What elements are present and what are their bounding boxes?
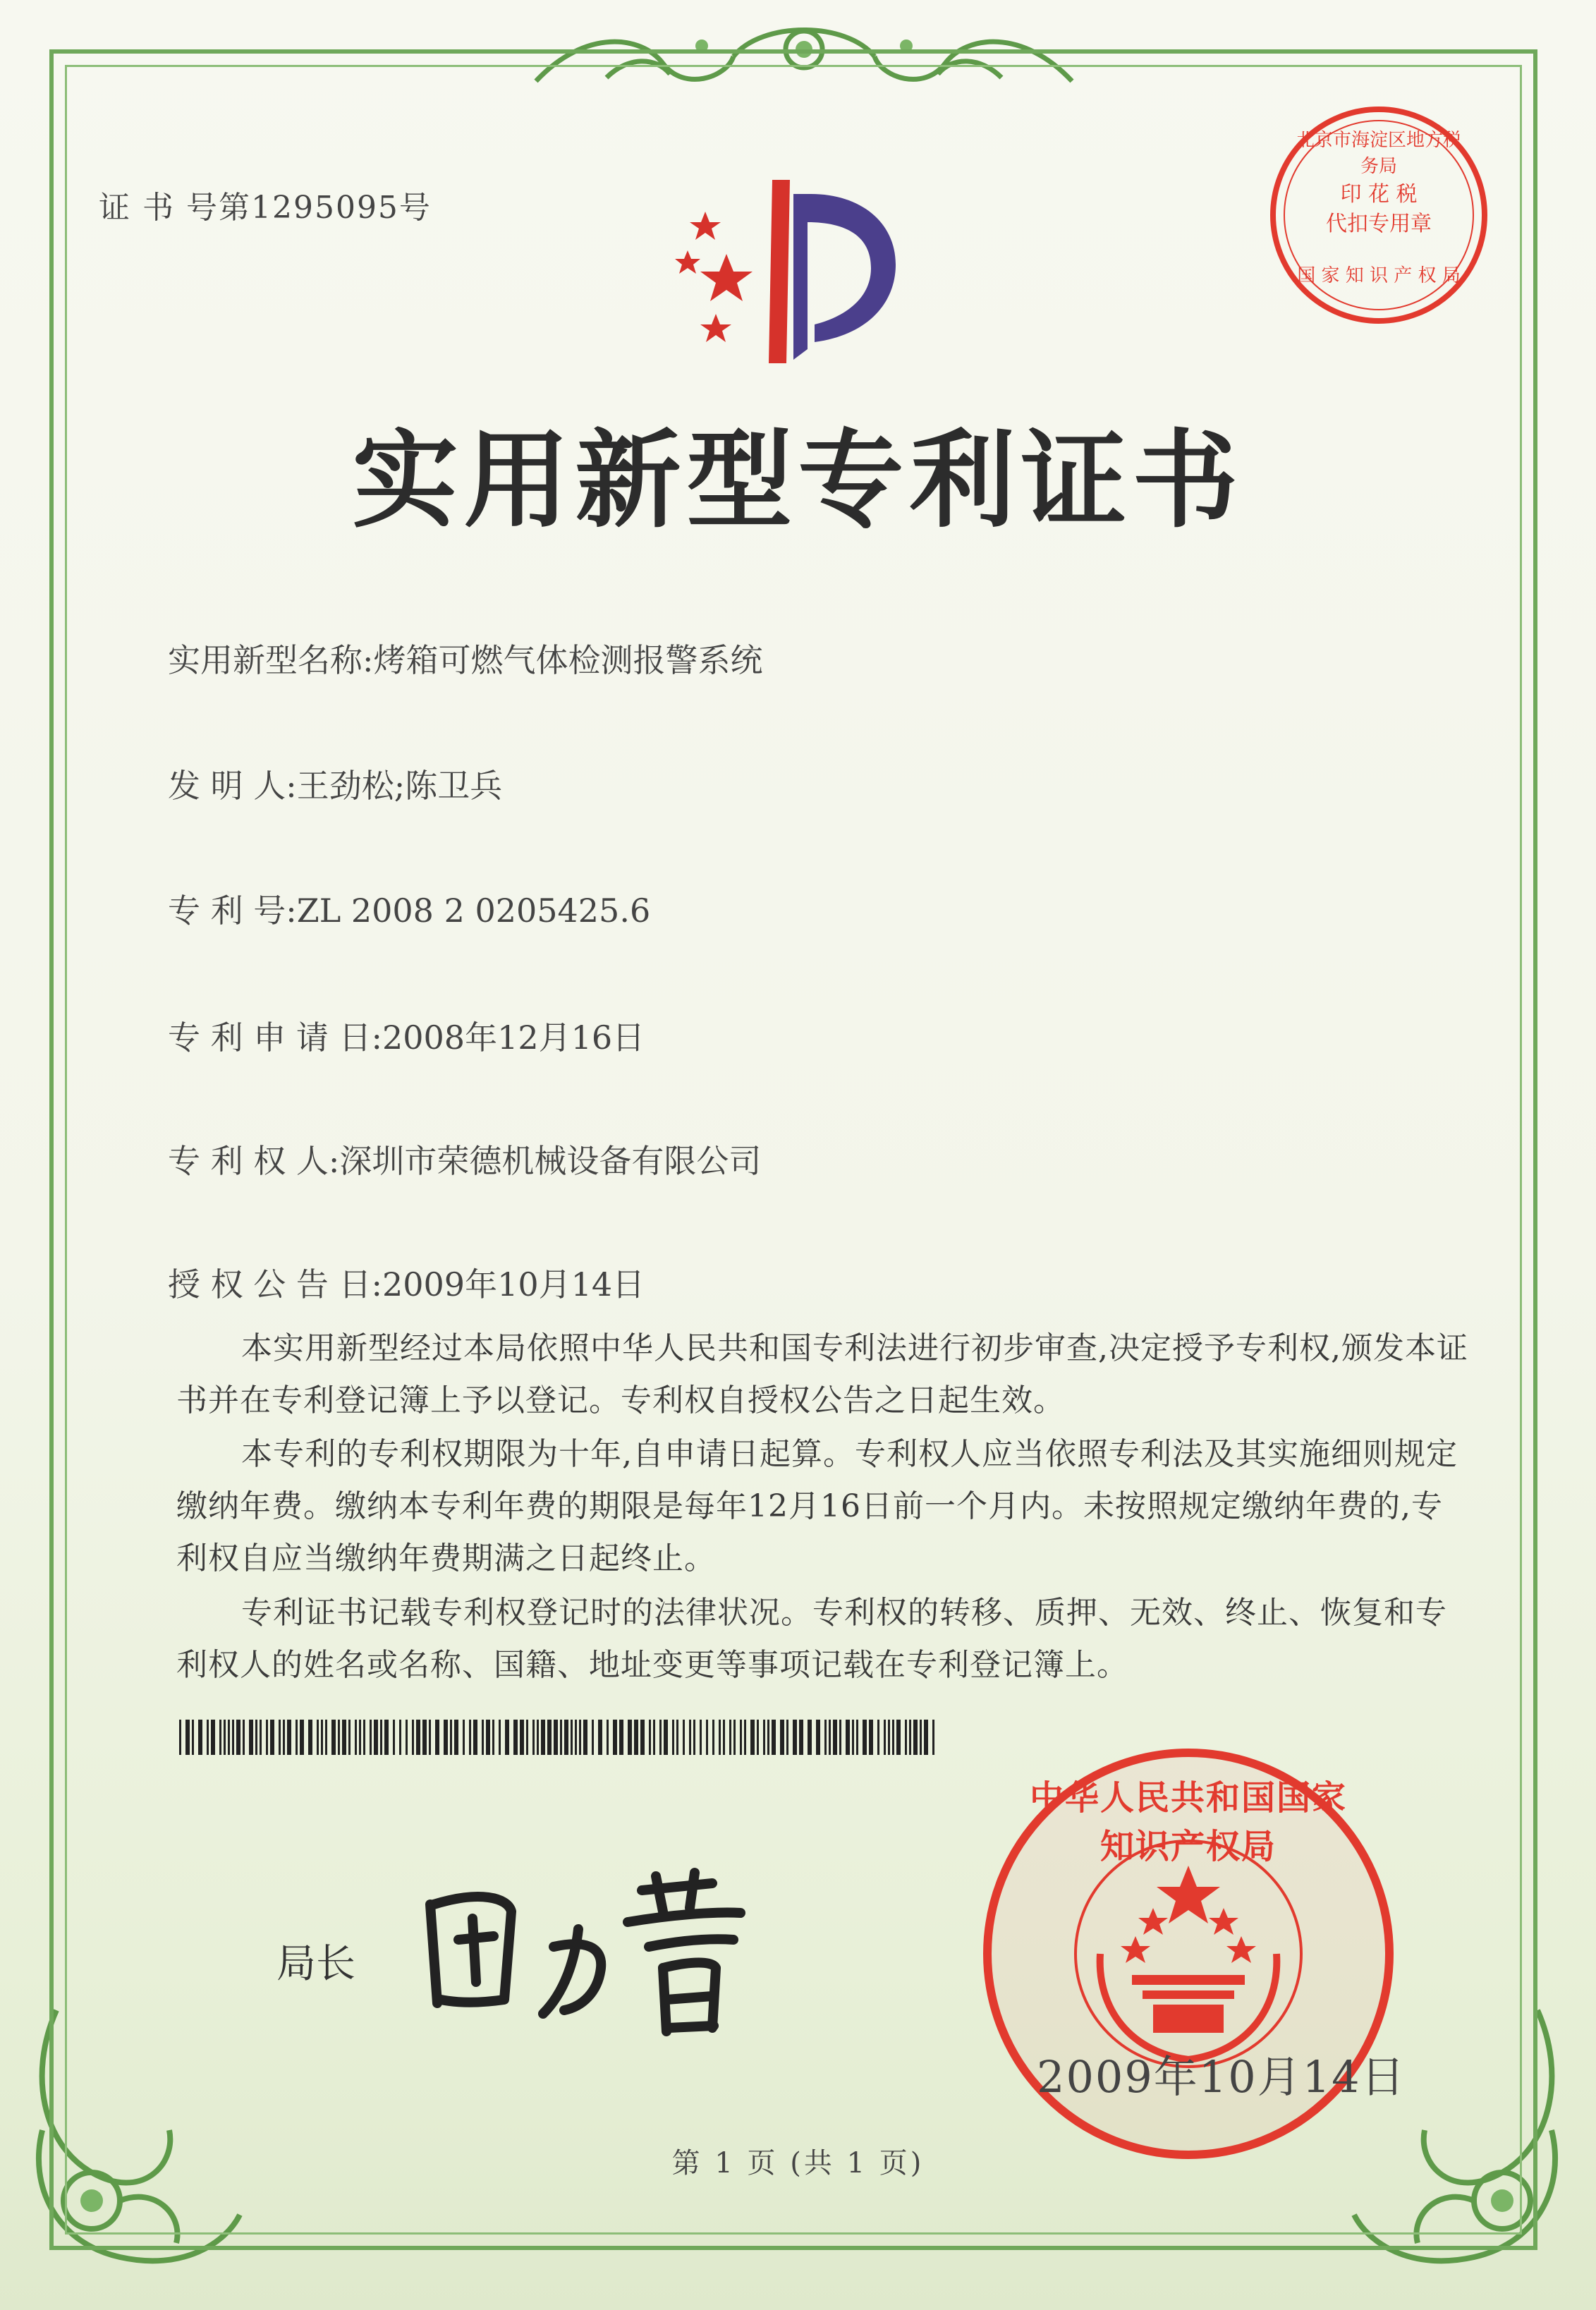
- barcode-bar: [649, 1720, 651, 1755]
- field-label: 专 利 号:: [168, 892, 297, 930]
- barcode-bar: [296, 1720, 298, 1755]
- barcode-bar: [370, 1720, 372, 1755]
- barcode-bar: [909, 1720, 911, 1755]
- barcode-bar: [905, 1720, 907, 1755]
- barcode-bar: [744, 1720, 746, 1755]
- barcode-bar: [607, 1720, 609, 1755]
- barcode-bar: [799, 1720, 803, 1755]
- barcode-bar: [473, 1720, 477, 1755]
- barcode-bar: [374, 1720, 378, 1755]
- barcode-bar: [469, 1720, 471, 1755]
- barcode-bar: [672, 1720, 674, 1755]
- barcode-bar: [348, 1720, 351, 1755]
- barcode-bar: [342, 1720, 346, 1755]
- tax-stamp-ring-text: 北京市海淀区地方税务局: [1296, 130, 1461, 177]
- barcode-bar: [719, 1720, 721, 1755]
- tax-stamp-center-line-1: 印 花 税: [1340, 182, 1418, 207]
- barcode-bar: [856, 1720, 858, 1755]
- barcode-bar: [571, 1720, 573, 1755]
- barcode-bar: [583, 1720, 587, 1755]
- barcode-bar: [723, 1720, 725, 1755]
- barcode-bar: [317, 1720, 319, 1755]
- barcode-bar: [628, 1720, 632, 1755]
- barcode-bar: [824, 1720, 827, 1755]
- barcode-bar: [406, 1720, 408, 1755]
- barcode-bar: [892, 1720, 894, 1755]
- barcode-bar: [520, 1720, 524, 1755]
- field-utility-model-name: [168, 635, 763, 681]
- barcode-bar: [932, 1720, 934, 1755]
- barcode-bar: [829, 1720, 831, 1755]
- barcode-bar: [422, 1720, 427, 1755]
- barcode-bar: [924, 1720, 928, 1755]
- field-label: 专 利 权 人:: [168, 1142, 340, 1180]
- barcode-bar: [412, 1720, 414, 1755]
- barcode-bar: [249, 1720, 253, 1755]
- barcode-bar: [653, 1720, 655, 1755]
- field-value: 深圳市荣德机械设备有限公司: [339, 1142, 762, 1180]
- barcode-bar: [279, 1720, 281, 1755]
- page-footer: 第 1 页 (共 1 页): [671, 2147, 925, 2180]
- seal-date: 2009年10月14日: [1037, 2051, 1406, 2103]
- barcode-bar: [547, 1720, 552, 1755]
- barcode-bar: [740, 1720, 742, 1755]
- barcode-bar: [429, 1720, 431, 1755]
- barcode-bar: [526, 1720, 528, 1755]
- barcode-bar: [450, 1720, 452, 1755]
- barcode-bar: [920, 1720, 922, 1755]
- barcode-bar: [363, 1720, 365, 1755]
- barcode-bar: [444, 1720, 448, 1755]
- barcode-bar: [575, 1720, 577, 1755]
- barcode-bar: [211, 1720, 215, 1755]
- field-value: ZL 2008 2 0205425.6: [296, 892, 651, 930]
- barcode-bar: [877, 1720, 879, 1755]
- barcode-bar: [846, 1720, 850, 1755]
- barcode-bar: [435, 1720, 439, 1755]
- barcode-bar: [640, 1720, 645, 1755]
- barcode-bar: [380, 1720, 382, 1755]
- barcode-bar: [833, 1720, 837, 1755]
- barcode-bar: [384, 1720, 389, 1755]
- field-value: 烤箱可燃气体检测报警系统: [373, 641, 763, 679]
- barcode-bar: [454, 1720, 458, 1755]
- paragraph-term: 本专利的专利权期限为十年,自申请日起算。专利权人应当依照专利法及其实施细则规定缴纳年费。缴纳本专利年费的期限是每年12月16日前一个月内。未按照规定缴纳年费的,专利权自应当缴纳年费期满之日起终止。: [176, 1436, 1458, 1576]
- barcode-bar: [683, 1720, 685, 1755]
- field-value: 王劲松;陈卫兵: [296, 767, 503, 805]
- field-label: 授 权 公 告 日:: [168, 1265, 382, 1303]
- field-label: 实用新型名称:: [168, 641, 374, 679]
- barcode-bar: [786, 1720, 788, 1755]
- patent-office-logo: [663, 173, 931, 384]
- barcode-bar: [772, 1720, 776, 1755]
- tax-stamp-center-line-2: 代扣专用章: [1326, 212, 1432, 236]
- director-signature: [416, 1862, 783, 2045]
- barcode-bar: [505, 1720, 509, 1755]
- barcode-bar: [560, 1720, 562, 1755]
- barcode-bar: [634, 1720, 638, 1755]
- barcode-bar: [780, 1720, 784, 1755]
- barcode-bar: [676, 1720, 678, 1755]
- barcode-bar: [219, 1720, 221, 1755]
- barcode-bar: [179, 1720, 181, 1755]
- barcode-bar: [913, 1720, 918, 1755]
- barcode-bar: [236, 1720, 240, 1755]
- barcode-bar: [355, 1720, 357, 1755]
- barcode-bar: [712, 1720, 714, 1755]
- certificate-title: 实用新型专利证书: [352, 418, 1244, 542]
- barcode-bar: [863, 1720, 867, 1755]
- barcode-bar: [598, 1720, 602, 1755]
- tax-stamp-bottom-text: 国 家 知 识 产 权 局: [1297, 265, 1461, 286]
- barcode-bar: [331, 1720, 336, 1755]
- barcode-bar: [659, 1720, 662, 1755]
- barcode-bar: [399, 1720, 401, 1755]
- barcode-bar: [733, 1720, 736, 1755]
- barcode-bar: [185, 1720, 190, 1755]
- barcode-bar: [664, 1720, 668, 1755]
- barcode-bar: [463, 1720, 465, 1755]
- director-label: 局长: [276, 1941, 355, 1987]
- barcode-bar: [767, 1720, 769, 1755]
- barcode-bar: [224, 1720, 226, 1755]
- field-patentee: [168, 1136, 761, 1182]
- barcode-bar: [492, 1720, 494, 1755]
- barcode-bar: [232, 1720, 234, 1755]
- barcode-bar: [260, 1720, 262, 1755]
- barcode-bar: [852, 1720, 854, 1755]
- field-value: 2008年12月16日: [382, 1019, 645, 1057]
- barcode-bar: [513, 1720, 518, 1755]
- barcode-bar: [564, 1720, 568, 1755]
- barcode-bar: [896, 1720, 901, 1755]
- field-label: 发 明 人:: [168, 767, 297, 805]
- barcode-bar: [541, 1720, 545, 1755]
- barcode-bar: [537, 1720, 539, 1755]
- barcode-bar: [325, 1720, 327, 1755]
- barcode-bar: [532, 1720, 535, 1755]
- barcode-bar: [816, 1720, 820, 1755]
- barcode-bar: [283, 1720, 285, 1755]
- field-grant-date: [168, 1259, 645, 1306]
- barcode-bar: [243, 1720, 245, 1755]
- barcode-bar: [499, 1720, 501, 1755]
- barcode-bar: [192, 1720, 194, 1755]
- barcode-bar: [255, 1720, 257, 1755]
- field-patent-number: [168, 885, 650, 932]
- seal-ring-text: 中华人民共和国国家知识产权局: [1029, 1778, 1347, 1866]
- barcode-bar: [689, 1720, 691, 1755]
- barcode-bar: [287, 1720, 291, 1755]
- barcode-bar: [228, 1720, 230, 1755]
- barcode-bar: [321, 1720, 323, 1755]
- barcode-bar: [592, 1720, 594, 1755]
- barcode-bar: [486, 1720, 490, 1755]
- barcode-bar: [700, 1720, 702, 1755]
- barcode-bar: [482, 1720, 484, 1755]
- barcode-bar: [613, 1720, 617, 1755]
- barcode-bar: [619, 1720, 623, 1755]
- field-inventor: [168, 760, 502, 807]
- barcode-bar: [884, 1720, 886, 1755]
- barcode-bar: [808, 1720, 812, 1755]
- barcode-bar: [207, 1720, 209, 1755]
- barcode-bar: [308, 1720, 312, 1755]
- barcode: [179, 1720, 941, 1755]
- barcode-bar: [869, 1720, 873, 1755]
- barcode-bar: [763, 1720, 765, 1755]
- field-label: 专 利 申 请 日:: [168, 1019, 382, 1057]
- barcode-bar: [393, 1720, 395, 1755]
- barcode-bar: [793, 1720, 797, 1755]
- certificate-number: 证 书 号第1295095号: [99, 190, 432, 226]
- barcode-bar: [706, 1720, 708, 1755]
- barcode-bar: [750, 1720, 755, 1755]
- barcode-bar: [579, 1720, 581, 1755]
- barcode-bar: [757, 1720, 759, 1755]
- field-application-date: [168, 1012, 645, 1059]
- barcode-bar: [839, 1720, 841, 1755]
- barcode-bar: [693, 1720, 695, 1755]
- paragraph-legal-status: 专利证书记载专利权登记时的法律状况。专利权的转移、质押、无效、终止、恢复和专利权人的姓名或名称、国籍、地址变更等事项记载在专利登记簿上。: [176, 1595, 1447, 1683]
- paragraph-grant: 本实用新型经过本局依照中华人民共和国专利法进行初步审查,决定授予专利权,颁发本证书并在专利登记簿上予以登记。专利权自授权公告之日起生效。: [176, 1330, 1468, 1418]
- field-value: 2009年10月14日: [382, 1265, 645, 1303]
- barcode-bar: [554, 1720, 558, 1755]
- barcode-bar: [266, 1720, 268, 1755]
- barcode-bar: [270, 1720, 274, 1755]
- barcode-bar: [729, 1720, 731, 1755]
- barcode-bar: [359, 1720, 361, 1755]
- barcode-bar: [300, 1720, 304, 1755]
- barcode-bar: [198, 1720, 202, 1755]
- barcode-bar: [888, 1720, 890, 1755]
- barcode-bar: [416, 1720, 420, 1755]
- barcode-bar: [338, 1720, 340, 1755]
